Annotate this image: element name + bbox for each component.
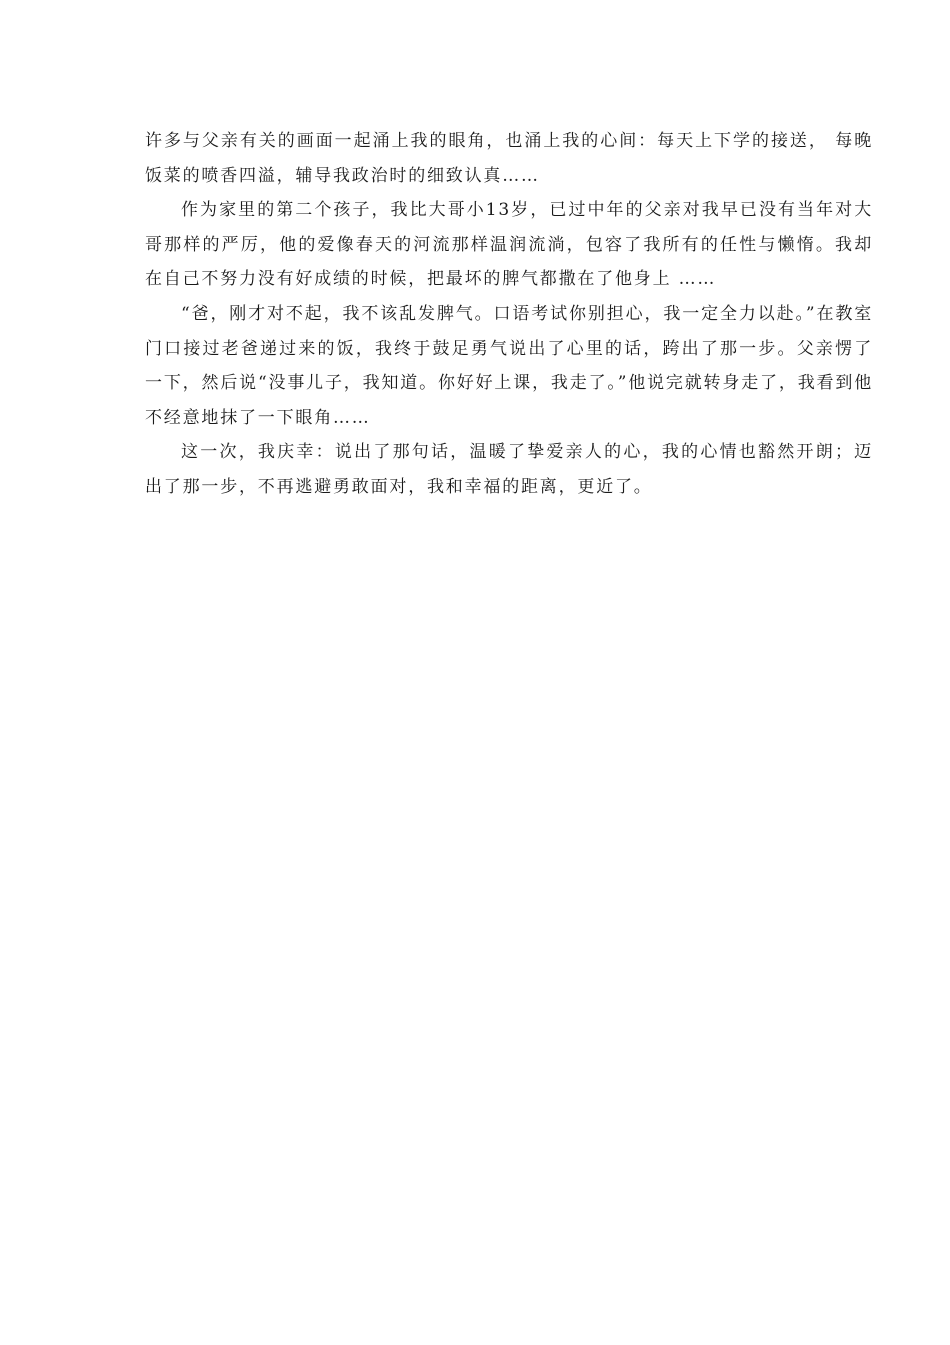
- paragraph-2: 作为家里的第二个孩子，我比大哥小13岁，已过中年的父亲对我早已没有当年对大哥那样的严厉，他的爱像春天的河流那样温润流淌，包容了我所有的任性与懒惰。我却在自己不努力没有好成绩的时候，把最坏的脾气都撒在了他身上 ……: [145, 200, 873, 290]
- document-body: [145, 124, 873, 505]
- paragraph-1: 许多与父亲有关的画面一起涌上我的眼角，也涌上我的心间：每天上下学的接送， 每晚饭菜的喷香四溢，辅导我政治时的细致认真……: [145, 131, 873, 186]
- paragraph-4: 这一次，我庆幸：说出了那句话，温暖了挚爱亲人的心，我的心情也豁然开朗；迈出了那一步，不再逃避勇敢面对，我和幸福的距离，更近了。: [145, 442, 873, 497]
- paragraph-3: “爸，刚才对不起，我不该乱发脾气。口语考试你别担心，我一定全力以赴。”在教室门口接过老爸递过来的饭，我终于鼓足勇气说出了心里的话，跨出了那一步。父亲愣了一下，然后说“没事儿子，我知道。你好好上课，我走了。”他说完就转身走了，我看到他不经意地抹了一下眼角……: [145, 303, 873, 428]
